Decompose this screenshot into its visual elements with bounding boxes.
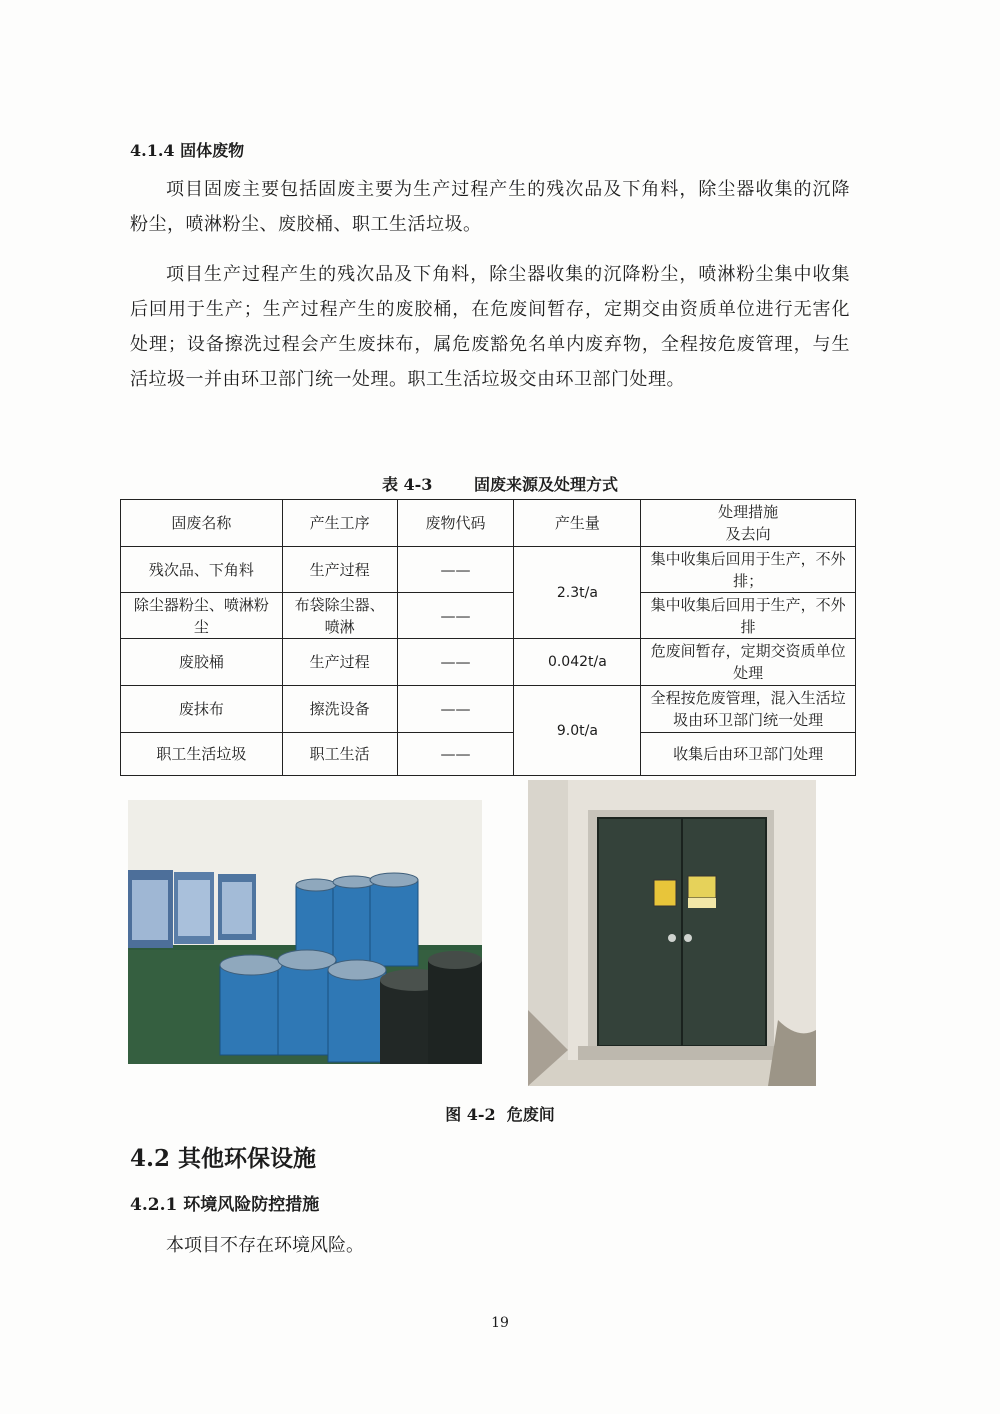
header-cell: 处理措施 及去向 bbox=[641, 500, 856, 547]
process-cell: 布袋除尘器、喷淋 bbox=[282, 593, 397, 639]
table-header-row bbox=[121, 500, 856, 547]
process-cell: 生产过程 bbox=[282, 639, 397, 686]
waste-name-cell: 职工生活垃圾 bbox=[121, 733, 283, 776]
table-caption bbox=[0, 472, 1000, 495]
table-row bbox=[121, 547, 856, 593]
measure-cell: 集中收集后回用于生产，不外排 bbox=[641, 593, 856, 639]
header-cell: 废物代码 bbox=[397, 500, 514, 547]
paragraph-solid-waste-handling: 项目生产过程产生的残次品及下角料，除尘器收集的沉降粉尘，喷淋粉尘集中收集后回用于生产；生产过程产生的废胶桶，在危废间暂存，定期交由资质单位进行无害化处理；设备擦洗过程会产生废抹布，属危废豁免名单内废弃物，全程按危废管理，与生活垃圾一并由环卫部门统一处理。职工生活垃圾交由环卫部门处理。 bbox=[130, 264, 850, 390]
section-heading-4-1-4: 4.1.4 固体废物 bbox=[130, 141, 245, 160]
measure-cell: 危废间暂存，定期交资质单位处理 bbox=[641, 639, 856, 686]
page-number: 19 bbox=[491, 1315, 509, 1331]
section-heading-4-2: 4.2 其他环保设施 bbox=[130, 1145, 317, 1172]
waste-name-cell: 残次品、下角料 bbox=[121, 547, 283, 593]
photo-hazardous-room-door bbox=[528, 780, 816, 1086]
table-title: 固废来源及处理方式 bbox=[474, 475, 619, 494]
process-cell: 擦洗设备 bbox=[282, 686, 397, 733]
amount-cell: 2.3t/a bbox=[514, 547, 641, 639]
table-number: 表 4-3 bbox=[381, 475, 433, 494]
waste-code-cell: —— bbox=[397, 686, 514, 733]
amount-cell: 0.042t/a bbox=[514, 639, 641, 686]
measure-cell: 集中收集后回用于生产，不外排； bbox=[641, 547, 856, 593]
header-cell: 固废名称 bbox=[121, 500, 283, 547]
amount-cell: 9.0t/a bbox=[514, 686, 641, 776]
waste-name-cell: 废胶桶 bbox=[121, 639, 283, 686]
table-row bbox=[121, 593, 856, 639]
header-cell: 产生工序 bbox=[282, 500, 397, 547]
figure-caption: 图 4-2 危废间 bbox=[445, 1105, 555, 1124]
table-row bbox=[121, 639, 856, 686]
section-heading-4-2-1: 4.2.1 环境风险防控措施 bbox=[130, 1195, 320, 1215]
waste-code-cell: —— bbox=[397, 733, 514, 776]
header-cell: 产生量 bbox=[514, 500, 641, 547]
process-cell: 职工生活 bbox=[282, 733, 397, 776]
table-row bbox=[121, 686, 856, 733]
process-cell: 生产过程 bbox=[282, 547, 397, 593]
solid-waste-table bbox=[120, 499, 856, 776]
waste-code-cell: —— bbox=[397, 639, 514, 686]
table-row bbox=[121, 733, 856, 776]
waste-code-cell: —— bbox=[397, 547, 514, 593]
waste-name-cell: 除尘器粉尘、喷淋粉尘 bbox=[121, 593, 283, 639]
waste-code-cell: —— bbox=[397, 593, 514, 639]
measure-cell: 全程按危废管理，混入生活垃圾由环卫部门统一处理 bbox=[641, 686, 856, 733]
waste-name-cell: 废抹布 bbox=[121, 686, 283, 733]
paragraph-environmental-risk: 本项目不存在环境风险。 bbox=[166, 1235, 364, 1256]
measure-cell: 收集后由环卫部门处理 bbox=[641, 733, 856, 776]
paragraph-solid-waste-overview: 项目固废主要包括固废主要为生产过程产生的残次品及下角料，除尘器收集的沉降粉尘，喷淋粉尘、废胶桶、职工生活垃圾。 bbox=[130, 179, 850, 235]
photo-drums-storage bbox=[128, 800, 482, 1064]
